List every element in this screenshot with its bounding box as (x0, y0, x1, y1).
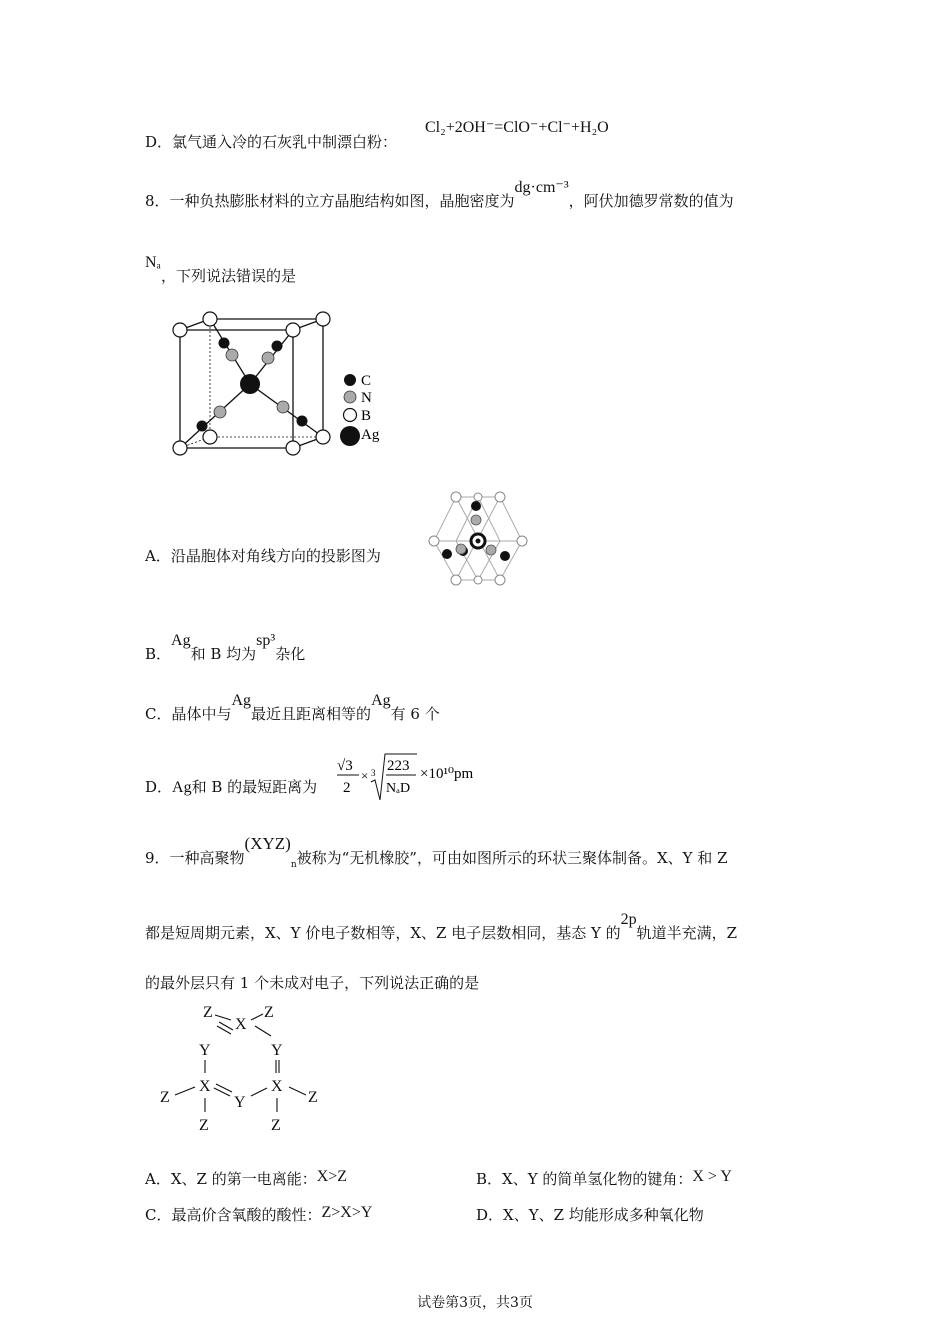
q9-option-c-text: C．最高价含氧酸的酸性： (145, 1206, 322, 1224)
q8-option-d-text: 和 B 的最短距离为 (191, 778, 318, 796)
q8-option-c-label: C．晶体中与 (145, 705, 232, 723)
q9-polymer-n: n (290, 860, 297, 870)
c-atom (297, 416, 308, 427)
q9-stem-text1: 9．一种高聚物 (145, 849, 245, 867)
q9-option-b-text: B．X、Y 的简单氢化物的键角： (476, 1170, 693, 1188)
b-atom (316, 312, 330, 326)
q9-stem-line2 (145, 911, 738, 944)
page-footer: 试卷第3页，共3页 (417, 1295, 533, 1311)
n-atom (226, 349, 238, 361)
q8-option-b-text: 和 B 均为 (190, 645, 257, 663)
q8-option-d-ag: Ag (172, 779, 192, 796)
distance-formula (335, 750, 485, 802)
formula-denominator: NₐD (386, 781, 411, 796)
legend-b-label: B (361, 408, 372, 424)
q8-option-b-label: B． (145, 645, 172, 663)
q9-stem-text2: 被称为“无机橡胶”，可由如图所示的环状三聚体制备。X、Y 和 Z (296, 849, 728, 867)
legend-c-label: C (361, 373, 372, 389)
q8-stem-text1: 8．一种负热膨胀材料的立方晶胞结构如图，晶胞密度为 (145, 192, 515, 210)
legend-b-marker (344, 409, 357, 422)
q9-option-a-math: X>Z (316, 1168, 348, 1185)
q9-option-a-text: A．X、Z 的第一电离能： (145, 1170, 317, 1188)
q7-option-d-text: D．氯气通入冷的石灰乳中制漂白粉： (145, 133, 398, 151)
q8-option-b-ag: Ag (171, 632, 191, 649)
svg-text:Y: Y (234, 1094, 246, 1111)
c-atom (272, 341, 283, 352)
b-atom (203, 430, 217, 444)
q9-stem-line3: 的最外层只有 1 个未成对电子，下列说法正确的是 (145, 974, 480, 992)
b-atom (286, 441, 300, 455)
svg-text:Z: Z (308, 1089, 318, 1106)
q9-option-c-math: Z>X>Y (321, 1204, 373, 1221)
q8-option-c-text: 最近且距离相等的 (251, 705, 372, 723)
q9-option-a (145, 1169, 347, 1190)
b-atom (173, 323, 187, 337)
q9-option-d: D．X、Y、Z 均能形成多种氧化物 (476, 1206, 704, 1224)
q7-option-d (145, 132, 397, 152)
q8-stem-text3: ，下列说法错误的是 (160, 267, 296, 285)
svg-text:Z: Z (264, 1004, 274, 1021)
q9-stem-line1 (145, 834, 728, 875)
cyclic-trimer-structure (155, 1000, 335, 1138)
b-atom (203, 312, 217, 326)
q8-option-a: A．沿晶胞体对角线方向的投影图为 (145, 547, 381, 565)
b-atom (316, 430, 330, 444)
formula-sqrt3: √3 (337, 758, 353, 774)
q9-option-b (476, 1169, 732, 1190)
svg-text:Z: Z (160, 1089, 170, 1106)
q9-orbital: 2p (620, 911, 637, 928)
q9-option-c (145, 1205, 372, 1226)
unit-cell-figure (160, 305, 400, 465)
formula-two: 2 (343, 780, 351, 796)
legend-n-label: N (361, 390, 372, 406)
ag-atom (240, 374, 260, 394)
svg-text:Y: Y (271, 1042, 283, 1059)
c-atom (197, 421, 208, 432)
q8-option-d-label: D． (145, 778, 173, 796)
q8-option-c-ag1: Ag (231, 692, 252, 709)
svg-text:X: X (235, 1016, 247, 1033)
q9-polymer: (XYZ) (244, 834, 291, 853)
svg-text:Z: Z (271, 1117, 281, 1134)
formula-numerator: 223 (387, 758, 410, 774)
q8-stem-line1 (145, 179, 734, 212)
n-atom (277, 401, 289, 413)
legend-ag-label: Ag (361, 427, 380, 443)
q8-density-unit: dg·cm⁻³ (514, 179, 569, 196)
svg-text:X: X (199, 1078, 211, 1095)
svg-text:Z: Z (199, 1117, 209, 1134)
q9-stem-text4: 轨道半充满，Z (636, 924, 738, 942)
n-atom (262, 352, 274, 364)
q8-option-d (145, 777, 317, 798)
n-atom (214, 406, 226, 418)
legend-n-marker (344, 391, 356, 403)
q8-stem-line2 (145, 254, 296, 287)
formula-cube-index: 3 (371, 768, 376, 778)
q8-option-b-sp3: sp³ (256, 632, 276, 649)
b-atom (173, 441, 187, 455)
svg-text:Y: Y (199, 1042, 211, 1059)
c-atom (219, 338, 230, 349)
projection-figure (425, 490, 531, 588)
formula-times: × (361, 768, 369, 783)
q9-stem-text3: 都是短周期元素，X、Y 价电子数相等，X、Z 电子层数相同，基态 Y 的 (145, 924, 621, 942)
legend-c-marker (344, 374, 356, 386)
q9-option-b-math: X > Y (692, 1168, 732, 1185)
b-atom (286, 323, 300, 337)
q8-option-b-text2: 杂化 (275, 645, 306, 663)
q8-option-c-text2: 有 6 个 (390, 705, 440, 723)
formula-times-ten: ×10¹⁰pm (420, 766, 474, 782)
q8-option-c (145, 692, 440, 725)
legend-ag-marker (340, 426, 360, 446)
q8-avogadro: Nₐ (145, 254, 161, 271)
q8-option-c-ag2: Ag (371, 692, 391, 709)
q8-option-b (145, 632, 306, 665)
svg-text:X: X (271, 1078, 283, 1095)
svg-text:Z: Z (203, 1004, 213, 1021)
q8-stem-text2: ，阿伏加德罗常数的值为 (568, 192, 734, 210)
q7-option-d-equation: Cl₂+2OH⁻=ClO⁻+Cl⁻+H₂O (425, 119, 609, 136)
